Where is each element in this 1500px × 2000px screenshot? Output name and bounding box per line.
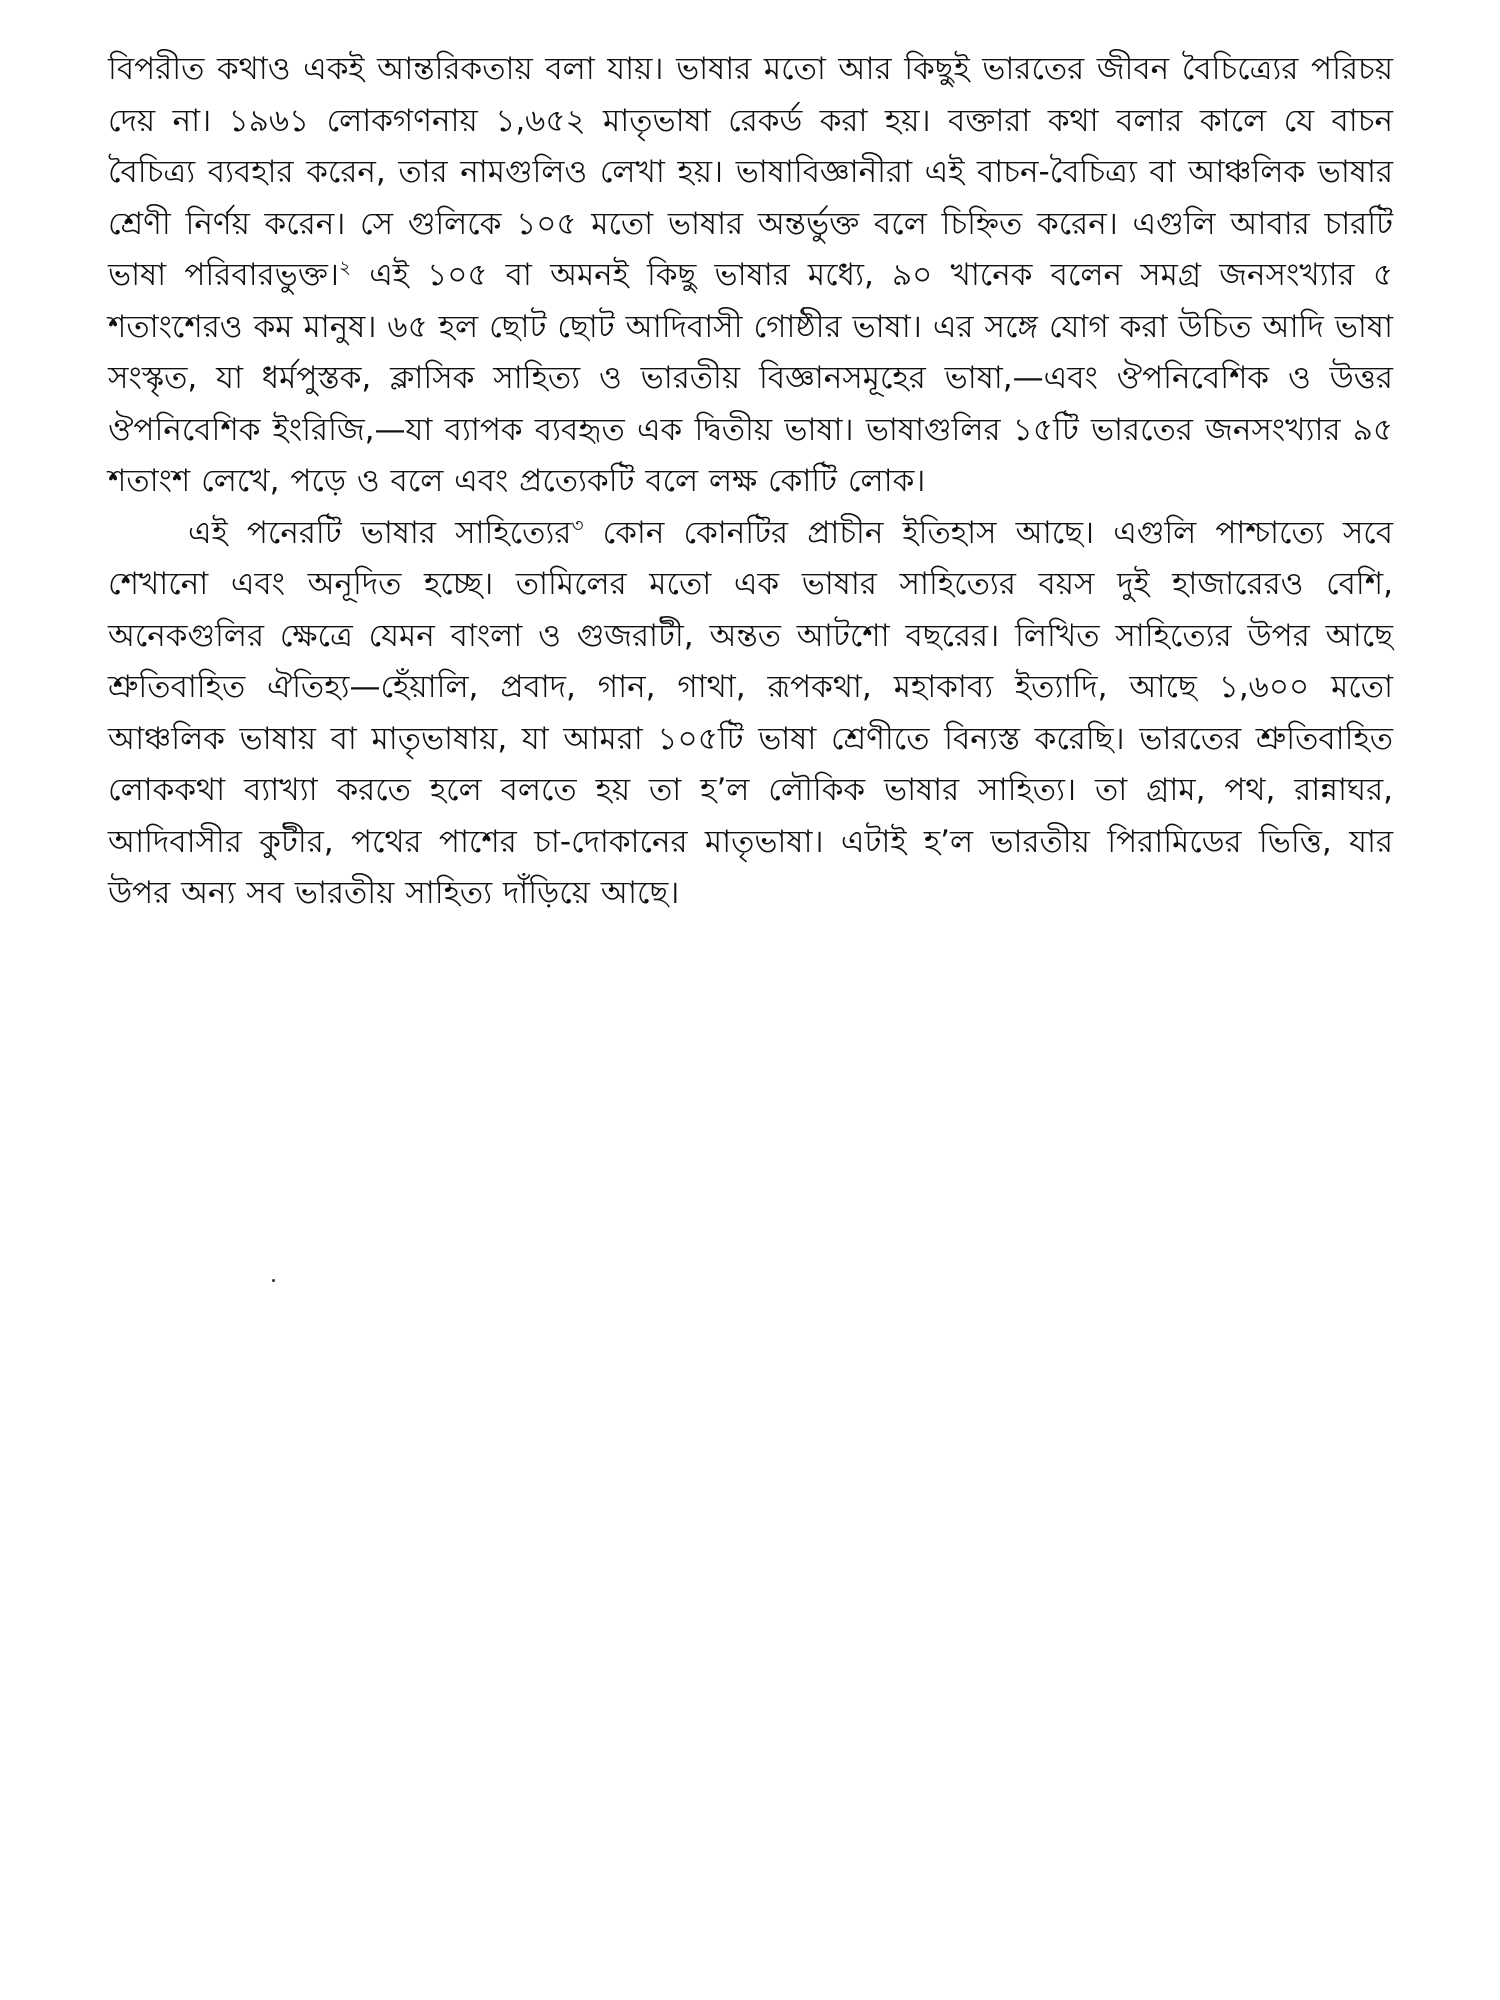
paragraph-2-text-a: এই পনেরটি ভাষার সাহিত্যের xyxy=(188,514,572,551)
body-text xyxy=(108,44,1393,920)
paragraph-2 xyxy=(108,508,1393,920)
paragraph-1-text-a: বিপরীত কথাও একই আন্তরিকতায় বলা যায়। ভাষার মতো আর কিছুই ভারতের জীবন বৈচিত্র্যের পরিচয় দেয় না। ১৯৬১ লোকগণনায় ১,৬৫২ মাতৃভাষা রেকর্ড করা হয়। বক্তারা কথা বলার কালে যে বাচন বৈচিত্র্য ব্যবহার করেন, তার নামগুলিও লেখা হয়। ভাষাবিজ্ঞানীরা এই বাচন-বৈচিত্র্য বা আঞ্চলিক ভাষার শ্রেণী নির্ণয় করেন। সে গুলিকে ১০৫ মতো ভাষার অন্তর্ভুক্ত বলে চিহ্নিত করেন। এগুলি আবার চারটি ভাষা পরিবারভুক্ত। xyxy=(108,51,1393,293)
paragraph-1-text-b: এই ১০৫ বা অমনই কিছু ভাষার মধ্যে, ৯০ খানেক বলেন সমগ্র জনসংখ্যার ৫ শতাংশেরও কম মানুষ। ৬৫ হল ছোট ছোট আদিবাসী গোষ্ঠীর ভাষা। এর সঙ্গে যোগ করা উচিত আদি ভাষা সংস্কৃত, যা ধর্মপুস্তক, ক্লাসিক সাহিত্য ও ভারতীয় বিজ্ঞানসমূহের ভাষা,—এবং ঔপনিবেশিক ও উত্তর ঔপনিবেশিক ইংরিজি,—যা ব্যাপক ব্যবহৃত এক দ্বিতীয় ভাষা। ভাষাগুলির ১৫টি ভারতের জনসংখ্যার ৯৫ শতাংশ লেখে, পড়ে ও বলে এবং প্রত্যেকটি বলে লক্ষ কোটি লোক। xyxy=(108,257,1393,499)
scan-speck xyxy=(272,1279,275,1282)
paragraph-1 xyxy=(108,44,1393,508)
paragraph-2-text-b: কোন কোনটির প্রাচীন ইতিহাস আছে। এগুলি পাশ্চাত্যে সবে শেখানো এবং অনূদিত হচ্ছে। তামিলের মতো এক ভাষার সাহিত্যের বয়স দুই হাজারেরও বেশি, অনেকগুলির ক্ষেত্রে যেমন বাংলা ও গুজরাটী, অন্তত আটশো বছরের। লিখিত সাহিত্যের উপর আছে শ্রুতিবাহিত ঐতিহ্য—হেঁয়ালি, প্রবাদ, গান, গাথা, রূপকথা, মহাকাব্য ইত্যাদি, আছে ১,৬০০ মতো আঞ্চলিক ভাষায় বা মাতৃভাষায়, যা আমরা ১০৫টি ভাষা শ্রেণীতে বিন্যস্ত করেছি। ভারতের শ্রুতিবাহিত লোককথা ব্যাখ্যা করতে হলে বলতে হয় তা হ’ল লৌকিক ভাষার সাহিত্য। তা গ্রাম, পথ, রান্নাঘর, আদিবাসীর কুটীর, পথের পাশের চা-দোকানের মাতৃভাষা। এটাই হ’ল ভারতীয় পিরামিডের ভিত্তি, যার উপর অন্য সব ভারতীয় সাহিত্য দাঁড়িয়ে আছে। xyxy=(108,514,1394,911)
footnote-marker-3: ৩ xyxy=(571,515,584,537)
footnote-marker-2: ২ xyxy=(338,257,352,279)
